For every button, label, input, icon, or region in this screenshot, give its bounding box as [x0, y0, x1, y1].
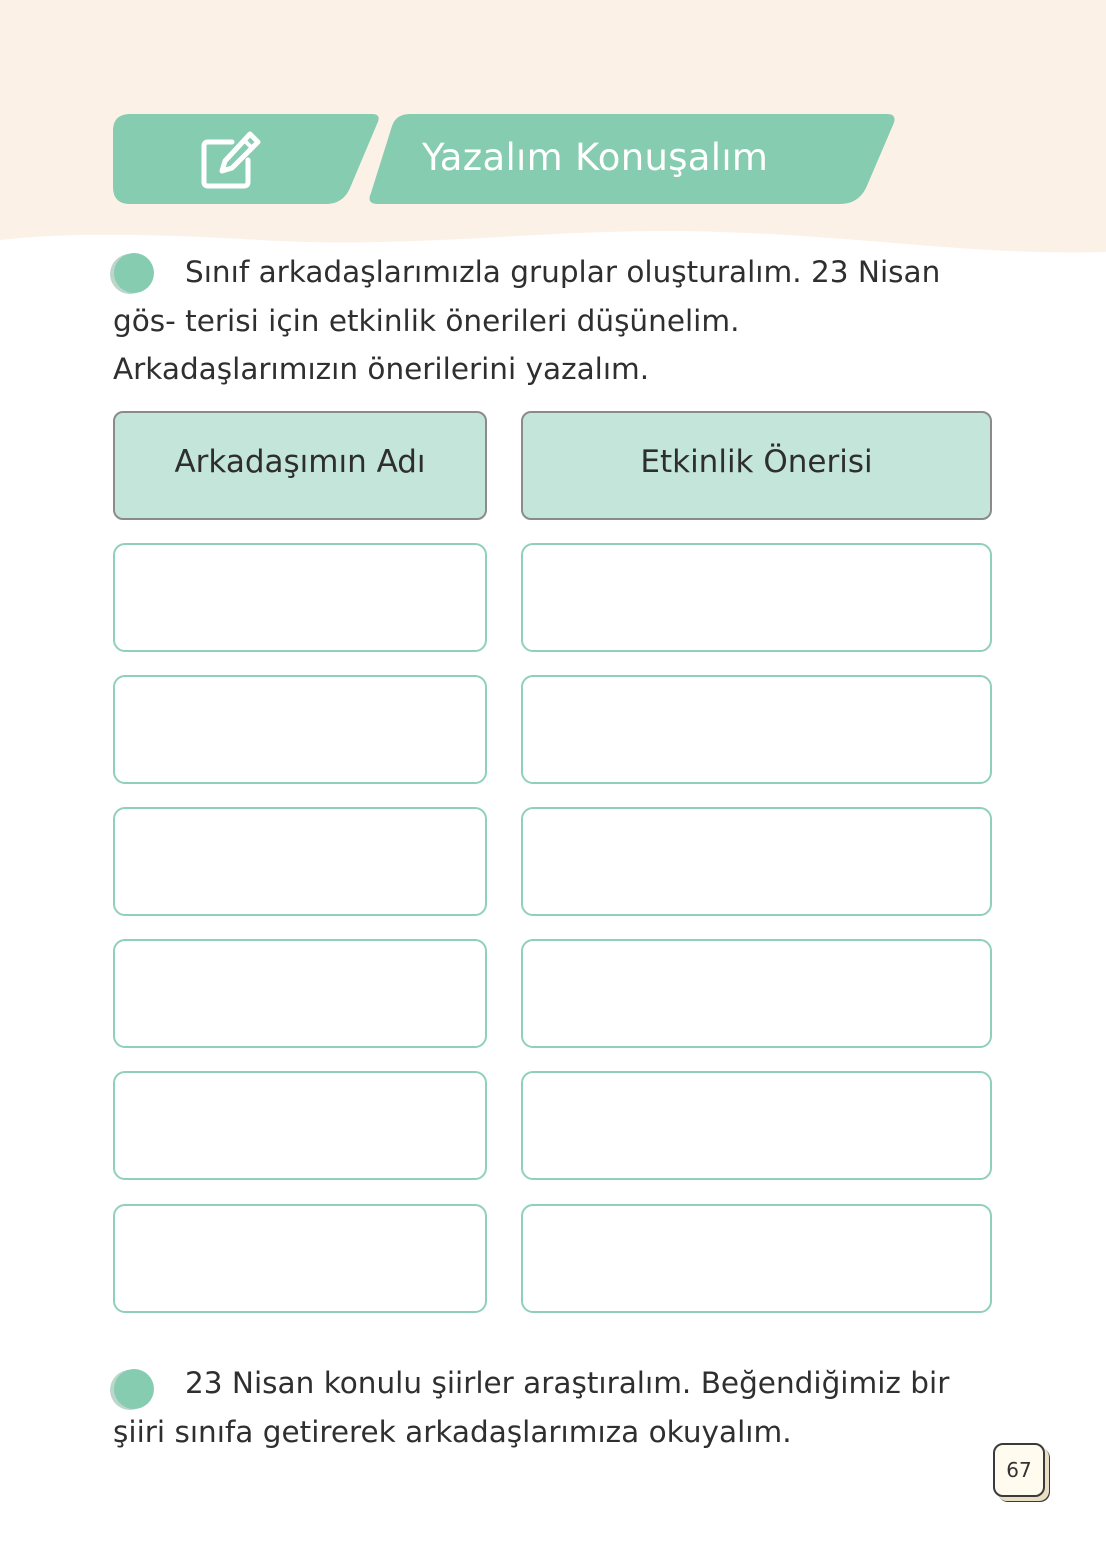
name-field[interactable]	[113, 543, 487, 652]
suggestion-field[interactable]	[521, 543, 992, 652]
instruction-text: 23 Nisan konulu şiirler araştıralım. Beğendiğimiz bir şiiri sınıfa getirerek arkadaşlarımıza okuyalım.	[113, 1366, 950, 1449]
section-title: Yazalım Konuşalım	[422, 136, 769, 179]
page-number: 67	[993, 1443, 1045, 1497]
name-field[interactable]	[113, 1071, 487, 1180]
suggestion-field[interactable]	[521, 1204, 992, 1313]
edit-icon	[198, 128, 262, 192]
suggestion-field[interactable]	[521, 939, 992, 1048]
column-header-name: Arkadaşımın Adı	[113, 411, 487, 520]
name-field[interactable]	[113, 1204, 487, 1313]
suggestion-field[interactable]	[521, 1071, 992, 1180]
column-header-suggestion: Etkinlik Önerisi	[521, 411, 992, 520]
suggestion-field[interactable]	[521, 675, 992, 784]
instruction-text: Sınıf arkadaşlarımızla gruplar oluşturalım. 23 Nisan gös- terisi için etkinlik önerileri düşünelim. Arkadaşlarımızın önerilerini yazalım.	[113, 255, 941, 386]
suggestion-field[interactable]	[521, 807, 992, 916]
name-field[interactable]	[113, 807, 487, 916]
name-field[interactable]	[113, 939, 487, 1048]
name-field[interactable]	[113, 675, 487, 784]
